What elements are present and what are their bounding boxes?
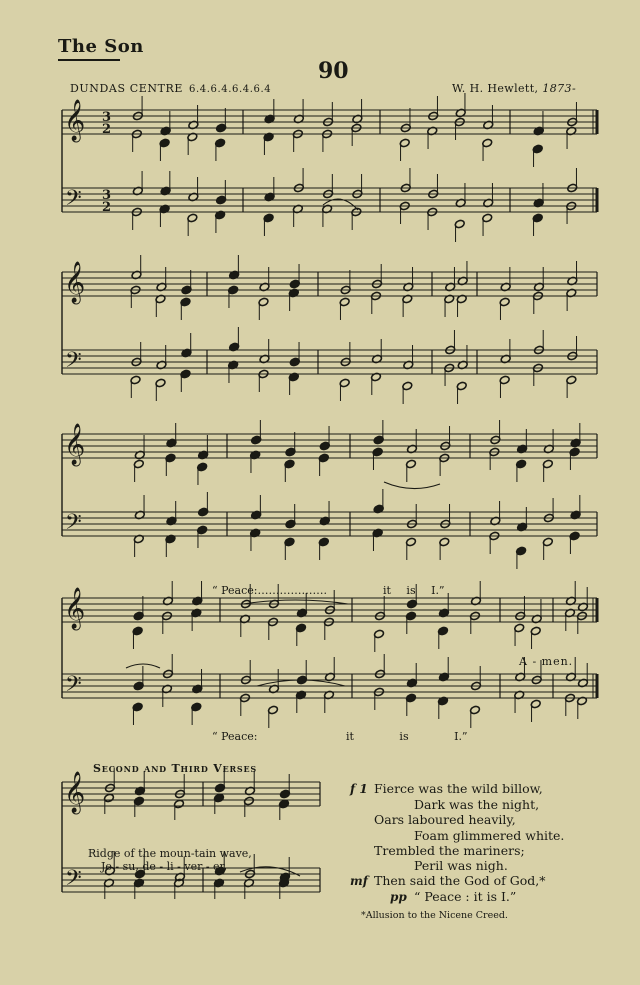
peace-label-top: “ Peace:………………. [212,584,327,597]
verse-line: mf Then said the God of God,* [350,873,546,889]
hymn-number: 90 [318,58,349,84]
peace-label-bottom: “ Peace: [212,730,258,743]
verse-line: Foam glimmered white. [414,827,565,843]
peace-label-bottom-2: it is I.” [346,730,468,743]
verse-line: Dark was the night, [414,797,540,813]
bass-clef: 𝄢 [65,866,82,896]
slur [243,600,348,604]
treble-clef: 𝄞 [64,772,86,813]
verse-line: Trembled the mariners; [374,842,525,858]
composer-name: W. H. Hewlett, [452,82,539,95]
slur [323,199,358,210]
composer-year: 1873- [542,82,577,95]
slur [384,482,440,489]
treble-clef: 𝄞 [64,262,86,303]
verse-line: Oars laboured heavily, [374,812,516,828]
bass-clef: 𝄢 [65,672,82,702]
verse-line: f 1 Fierce was the wild billow, [350,781,543,796]
verse-line: pp “ Peace : it is I.” [390,889,517,905]
second-third-verses-title: Second and Third Verses [93,762,257,775]
verse-text [350,781,564,906]
dynamic-mark: mf [350,874,368,889]
treble-clef: 𝄞 [64,100,86,141]
treble-clef: 𝄞 [64,588,86,629]
bass-clef: 𝄢 [65,510,82,540]
bass-clef: 𝄢 [65,348,82,378]
time-signature-top: 3 [102,110,112,125]
time-signature-top: 3 [102,188,112,203]
lyric-line-2: Je - su, de - li - ver - er, [101,860,228,873]
amen-label: A - men. [519,655,574,668]
section-title: The Son [58,36,144,57]
tune-meter: 6.4.6.4.6.4.6.4 [189,84,272,95]
tune-name: DUNDAS CENTRE [70,82,184,95]
lyric-line-1: Ridge of the moun-tain wave, [88,847,252,860]
time-signature-bottom: 2 [102,200,112,215]
dynamic-mark: f 1 [350,782,368,796]
time-signature-bottom: 2 [102,122,112,137]
treble-clef: 𝄞 [64,424,86,465]
peace-label-top-2: it is I.” [383,584,445,597]
bass-clef: 𝄢 [65,186,82,216]
verse-line: Peril was nigh. [414,858,508,874]
dynamic-mark: pp [390,890,407,905]
footnote: *Allusion to the Nicene Creed. [361,910,508,921]
